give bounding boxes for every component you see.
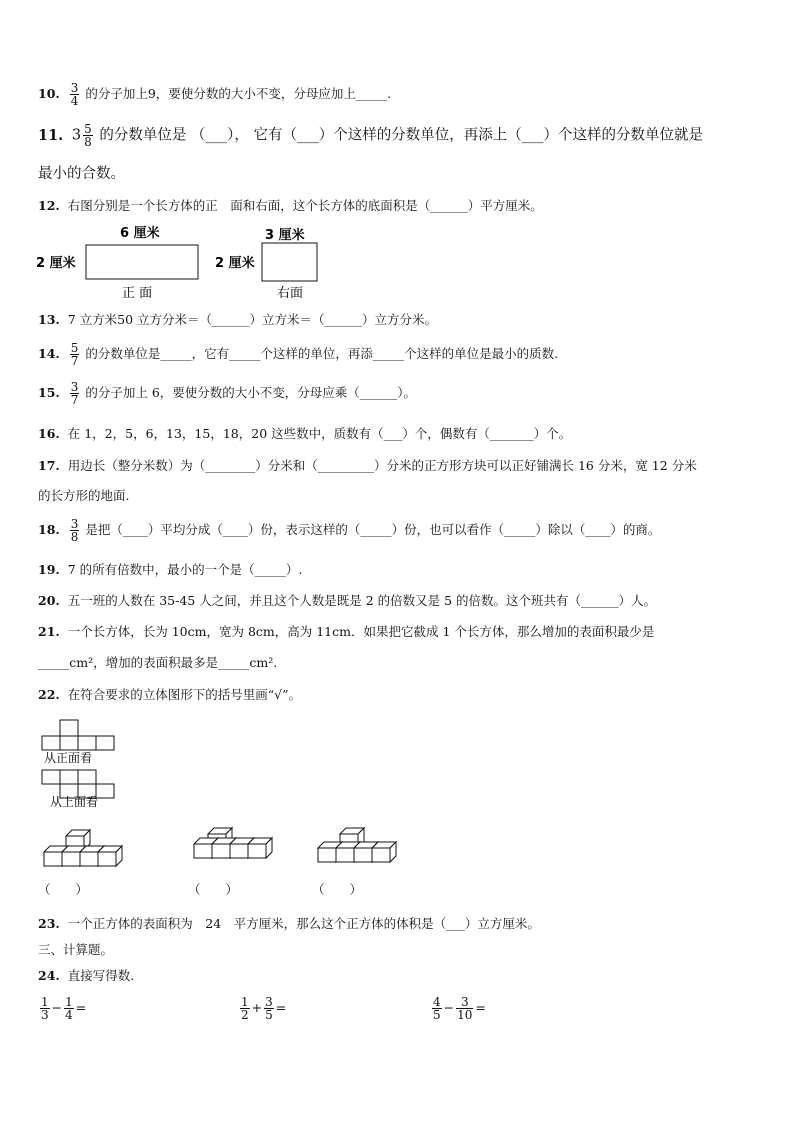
fraction: $\frac{3}{4}$ [70,81,79,108]
top-view-label: 从上面看 [50,795,99,808]
expression-3: $\frac{4}{5}$ − $\frac{3}{10}$ = [433,995,486,1022]
answer-paren-a[interactable]: （ ） [38,882,89,897]
question-text: 7 立方米50 立方分米＝（______）立方米＝（______）立方分米。 [67,312,438,327]
question-number: 23. [38,916,60,931]
fraction: $\frac{1}{2}$ [241,995,249,1022]
view-diagrams [36,716,146,808]
cube-figure-c [318,828,396,862]
question-text: 的分数单位是_____，它有_____个这样的单位，再添_____个这样的单位是最小的质数. [85,346,559,361]
question-13 [38,314,437,327]
question-11-cont: 最小的合数。 [38,166,125,182]
fraction: $\frac{3}{5}$ [265,995,273,1022]
question-21 [38,626,654,639]
fraction: $\frac{5}{8}$ [84,122,92,149]
right-view-rect [262,243,317,281]
question-number: 15. [38,385,60,400]
right-top-label: 3 厘米 [265,228,305,243]
question-21-cont: _____cm²，增加的表面积最多是_____cm². [38,655,278,670]
question-23 [38,918,540,931]
right-left-label: 2 厘米 [215,256,255,271]
front-bottom-label: 正 面 [122,286,153,301]
question-24 [38,970,134,983]
question-10 [38,82,391,107]
question-20 [38,595,656,608]
question-15 [38,381,416,406]
fraction: $\frac{4}{5}$ [433,995,441,1022]
question-11 [38,123,703,148]
question-text: 在符合要求的立体图形下的括号里画“√”。 [67,687,301,702]
right-bottom-label: 右面 [277,286,304,301]
question-text: 的分子加上9，要使分数的大小不变，分母应加上_____. [85,86,392,101]
question-number: 10. [38,86,60,101]
question-number: 22. [38,687,60,702]
fraction: $\frac{3}{10}$ [457,995,473,1022]
question-number: 11. [38,126,64,144]
box-views-figure [30,222,330,304]
cube-figure-b [194,828,272,858]
fraction: $\frac{3}{7}$ [70,380,79,407]
question-number: 18. [38,522,60,537]
fraction: $\frac{1}{3}$ [41,995,49,1022]
top-view-drawing [42,770,114,798]
question-number: 12. [38,198,60,213]
question-text: 用边长（整分米数）为（________）分米和（_________）分米的正方形方块可以正好铺满长 16 分米，宽 12 分米 [67,458,697,473]
front-view-rect [86,245,198,279]
question-17 [38,460,697,473]
question-text: 右图分别是一个长方体的正 面和右面，这个长方体的底面积是（______）平方厘米。 [67,198,543,213]
cube-figure-a [44,830,122,866]
question-18 [38,518,660,543]
question-text: 一个长方体，长为 10cm，宽为 8cm，高为 11cm．如果把它截成 1 个长方体，那么增加的表面积最少是 [67,624,655,639]
question-number: 17. [38,458,60,473]
answer-paren-b[interactable]: （ ） [188,882,239,897]
question-text: 在 1，2，5，6，13，15，18，20 这些数中，质数有（___）个，偶数有（_______）个。 [67,426,572,441]
question-number: 16. [38,426,60,441]
question-number: 20. [38,593,60,608]
question-text: 是把（____）平均分成（____）份，表示这样的（_____）份，也可以看作（_____）除以（____）的商。 [85,522,661,537]
question-16 [38,428,571,441]
question-text: 的分子加上 6，要使分数的大小不变，分母应乘（______）。 [85,385,417,400]
question-12 [38,200,543,213]
expression-2: $\frac{1}{2}$ + $\frac{3}{5}$ = [241,995,287,1022]
front-view-drawing [42,720,114,750]
front-left-label: 2 厘米 [36,256,76,271]
question-number: 24. [38,968,60,983]
fraction: $\frac{5}{7}$ [70,341,79,368]
question-text: 一个正方体的表面积为 24 平方厘米，那么这个正方体的体积是（___）立方厘米。 [67,916,540,931]
front-top-label: 6 厘米 [120,226,160,241]
question-text: 的分数单位是 （___）， 它有（___）个这样的分数单位，再添上（___）个这样的分数单位就是 [99,127,704,144]
mixed-whole: 3 [71,127,82,144]
question-14 [38,342,558,367]
question-19 [38,564,302,577]
question-number: 13. [38,312,60,327]
answer-paren-c[interactable]: （ ） [312,882,363,897]
fraction: $\frac{3}{8}$ [70,517,79,544]
question-17-cont: 的长方形的地面. [38,488,130,503]
question-22 [38,689,301,702]
question-number: 19. [38,562,60,577]
question-text: 7 的所有倍数中，最小的一个是（_____）. [67,562,303,577]
front-view-label: 从正面看 [44,751,93,765]
question-number: 21. [38,624,60,639]
expression-1: $\frac{1}{3}$ − $\frac{1}{4}$ = [41,995,87,1022]
question-text: 直接写得数. [67,968,135,983]
cube-figures [38,824,418,874]
question-text: 五一班的人数在 35-45 人之间，并且这个人数是既是 2 的倍数又是 5 的倍数。这个班共有（______）人。 [67,593,657,608]
question-number: 14. [38,346,60,361]
section-heading: 三、计算题。 [38,942,114,957]
fraction: $\frac{1}{4}$ [65,995,73,1022]
